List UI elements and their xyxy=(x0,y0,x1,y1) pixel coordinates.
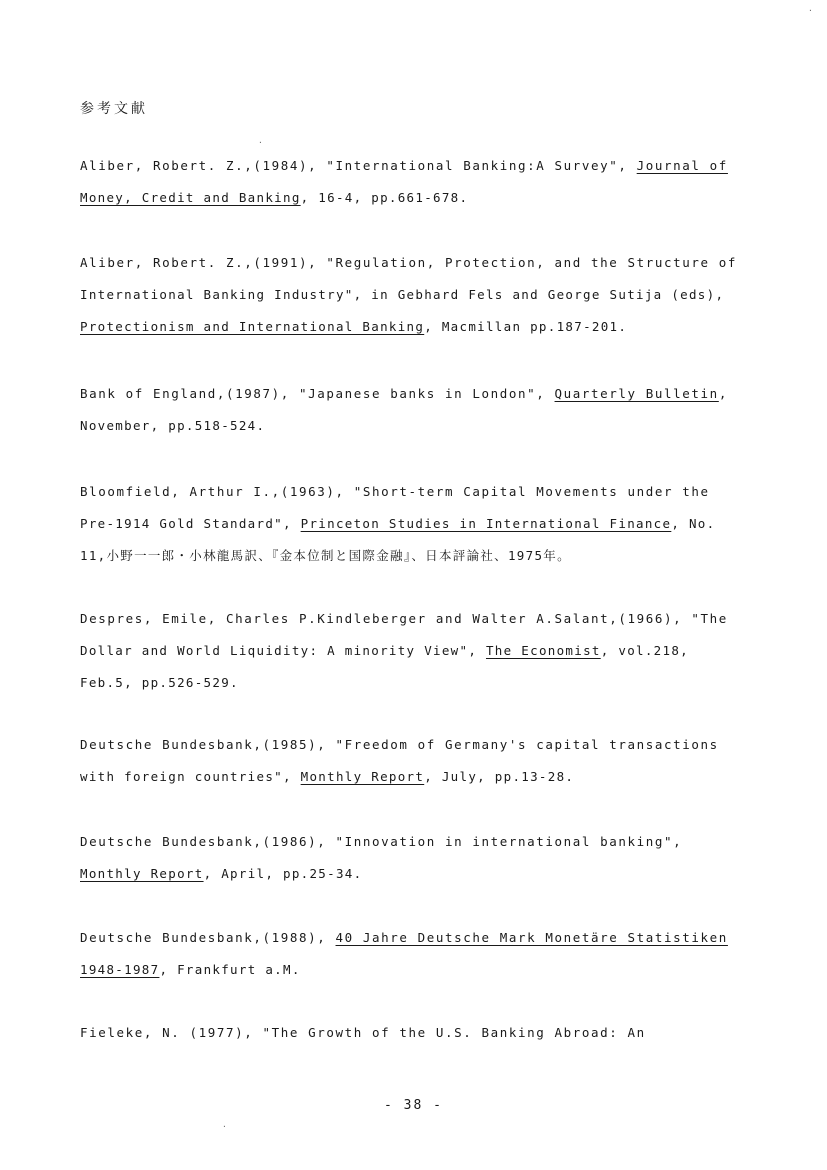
reference-line: 11,小野一一郎・小林龍馬訳、『金本位制と国際金融』、日本評論社、1975年。 xyxy=(80,548,571,563)
reference-line xyxy=(80,858,760,890)
reference-text: Bank of England,(1987), "Japanese banks in London", xyxy=(80,386,555,401)
reference-line xyxy=(80,635,760,667)
reference-line: Bloomfield, Arthur I.,(1963), "Short-term Capital Movements under the xyxy=(80,484,710,499)
reference-text: with foreign countries", xyxy=(80,769,301,784)
reference-aliber-1991 xyxy=(80,247,760,343)
reference-bloomfield-1963 xyxy=(80,476,760,572)
reference-text: , July, pp.13-28. xyxy=(424,769,575,784)
reference-text: Aliber, Robert. Z.,(1984), "International Banking:A Survey", xyxy=(80,158,637,173)
reference-line xyxy=(80,954,760,986)
reference-despres-1966 xyxy=(80,603,760,699)
reference-text: , xyxy=(718,386,728,401)
reference-text: , vol.218, xyxy=(600,643,689,658)
page-heading: 参考文献 xyxy=(80,101,148,117)
reference-line: November, pp.518-524. xyxy=(80,418,266,433)
book-title: 1948-1987 xyxy=(80,962,160,977)
reference-line xyxy=(80,922,760,954)
journal-title: Monthly Report xyxy=(300,769,425,784)
reference-fieleke-1977 xyxy=(80,1017,760,1049)
book-title: 40 Jahre Deutsche Mark Monetäre Statistiken xyxy=(335,930,728,945)
reference-bundesbank-1986 xyxy=(80,826,760,890)
reference-text: Pre-1914 Gold Standard", xyxy=(80,516,301,531)
scan-speck: · xyxy=(258,138,263,147)
reference-line xyxy=(80,508,760,540)
scan-speck: · xyxy=(222,1122,227,1131)
reference-text: , Frankfurt a.M. xyxy=(159,962,301,977)
reference-bundesbank-1985 xyxy=(80,729,760,793)
reference-text: , April, pp.25-34. xyxy=(203,866,363,881)
reference-line: Despres, Emile, Charles P.Kindleberger and Walter A.Salant,(1966), "The xyxy=(80,611,728,626)
reference-text: , Macmillan pp.187-201. xyxy=(424,319,628,334)
reference-line xyxy=(80,311,760,343)
journal-title: Monthly Report xyxy=(80,866,204,881)
reference-line xyxy=(80,182,760,214)
reference-bank-of-england-1987 xyxy=(80,378,760,442)
reference-text: Deutsche Bundesbank,(1988), xyxy=(80,930,336,945)
journal-title: Journal of xyxy=(636,158,728,173)
scan-speck: · xyxy=(808,6,813,15)
reference-text: , No. xyxy=(671,516,716,531)
reference-line xyxy=(80,150,760,182)
reference-line xyxy=(80,378,760,410)
journal-title: Quarterly Bulletin xyxy=(554,386,719,401)
reference-text: Dollar and World Liquidity: A minority View", xyxy=(80,643,486,658)
reference-line: Fieleke, N. (1977), "The Growth of the U.S. Banking Abroad: An xyxy=(80,1025,646,1040)
reference-bundesbank-1988 xyxy=(80,922,760,986)
reference-aliber-1984 xyxy=(80,150,760,214)
series-title: Princeton Studies in International Finance xyxy=(300,516,672,531)
reference-line xyxy=(80,761,760,793)
reference-line: Aliber, Robert. Z.,(1991), "Regulation, Protection, and the Structure of xyxy=(80,255,738,270)
reference-text: , 16-4, pp.661-678. xyxy=(300,190,469,205)
reference-line: Deutsche Bundesbank,(1985), "Freedom of Germany's capital transactions xyxy=(80,737,719,752)
page-number: - 38 - xyxy=(384,1098,443,1113)
book-title: Protectionism and International Banking xyxy=(80,319,425,334)
reference-line: Feb.5, pp.526-529. xyxy=(80,675,239,690)
reference-line: International Banking Industry", in Gebhard Fels and George Sutija (eds), xyxy=(80,287,725,302)
journal-title: The Economist xyxy=(485,643,601,658)
reference-line: Deutsche Bundesbank,(1986), "Innovation in international banking", xyxy=(80,834,683,849)
journal-title: Money, Credit and Banking xyxy=(80,190,301,205)
